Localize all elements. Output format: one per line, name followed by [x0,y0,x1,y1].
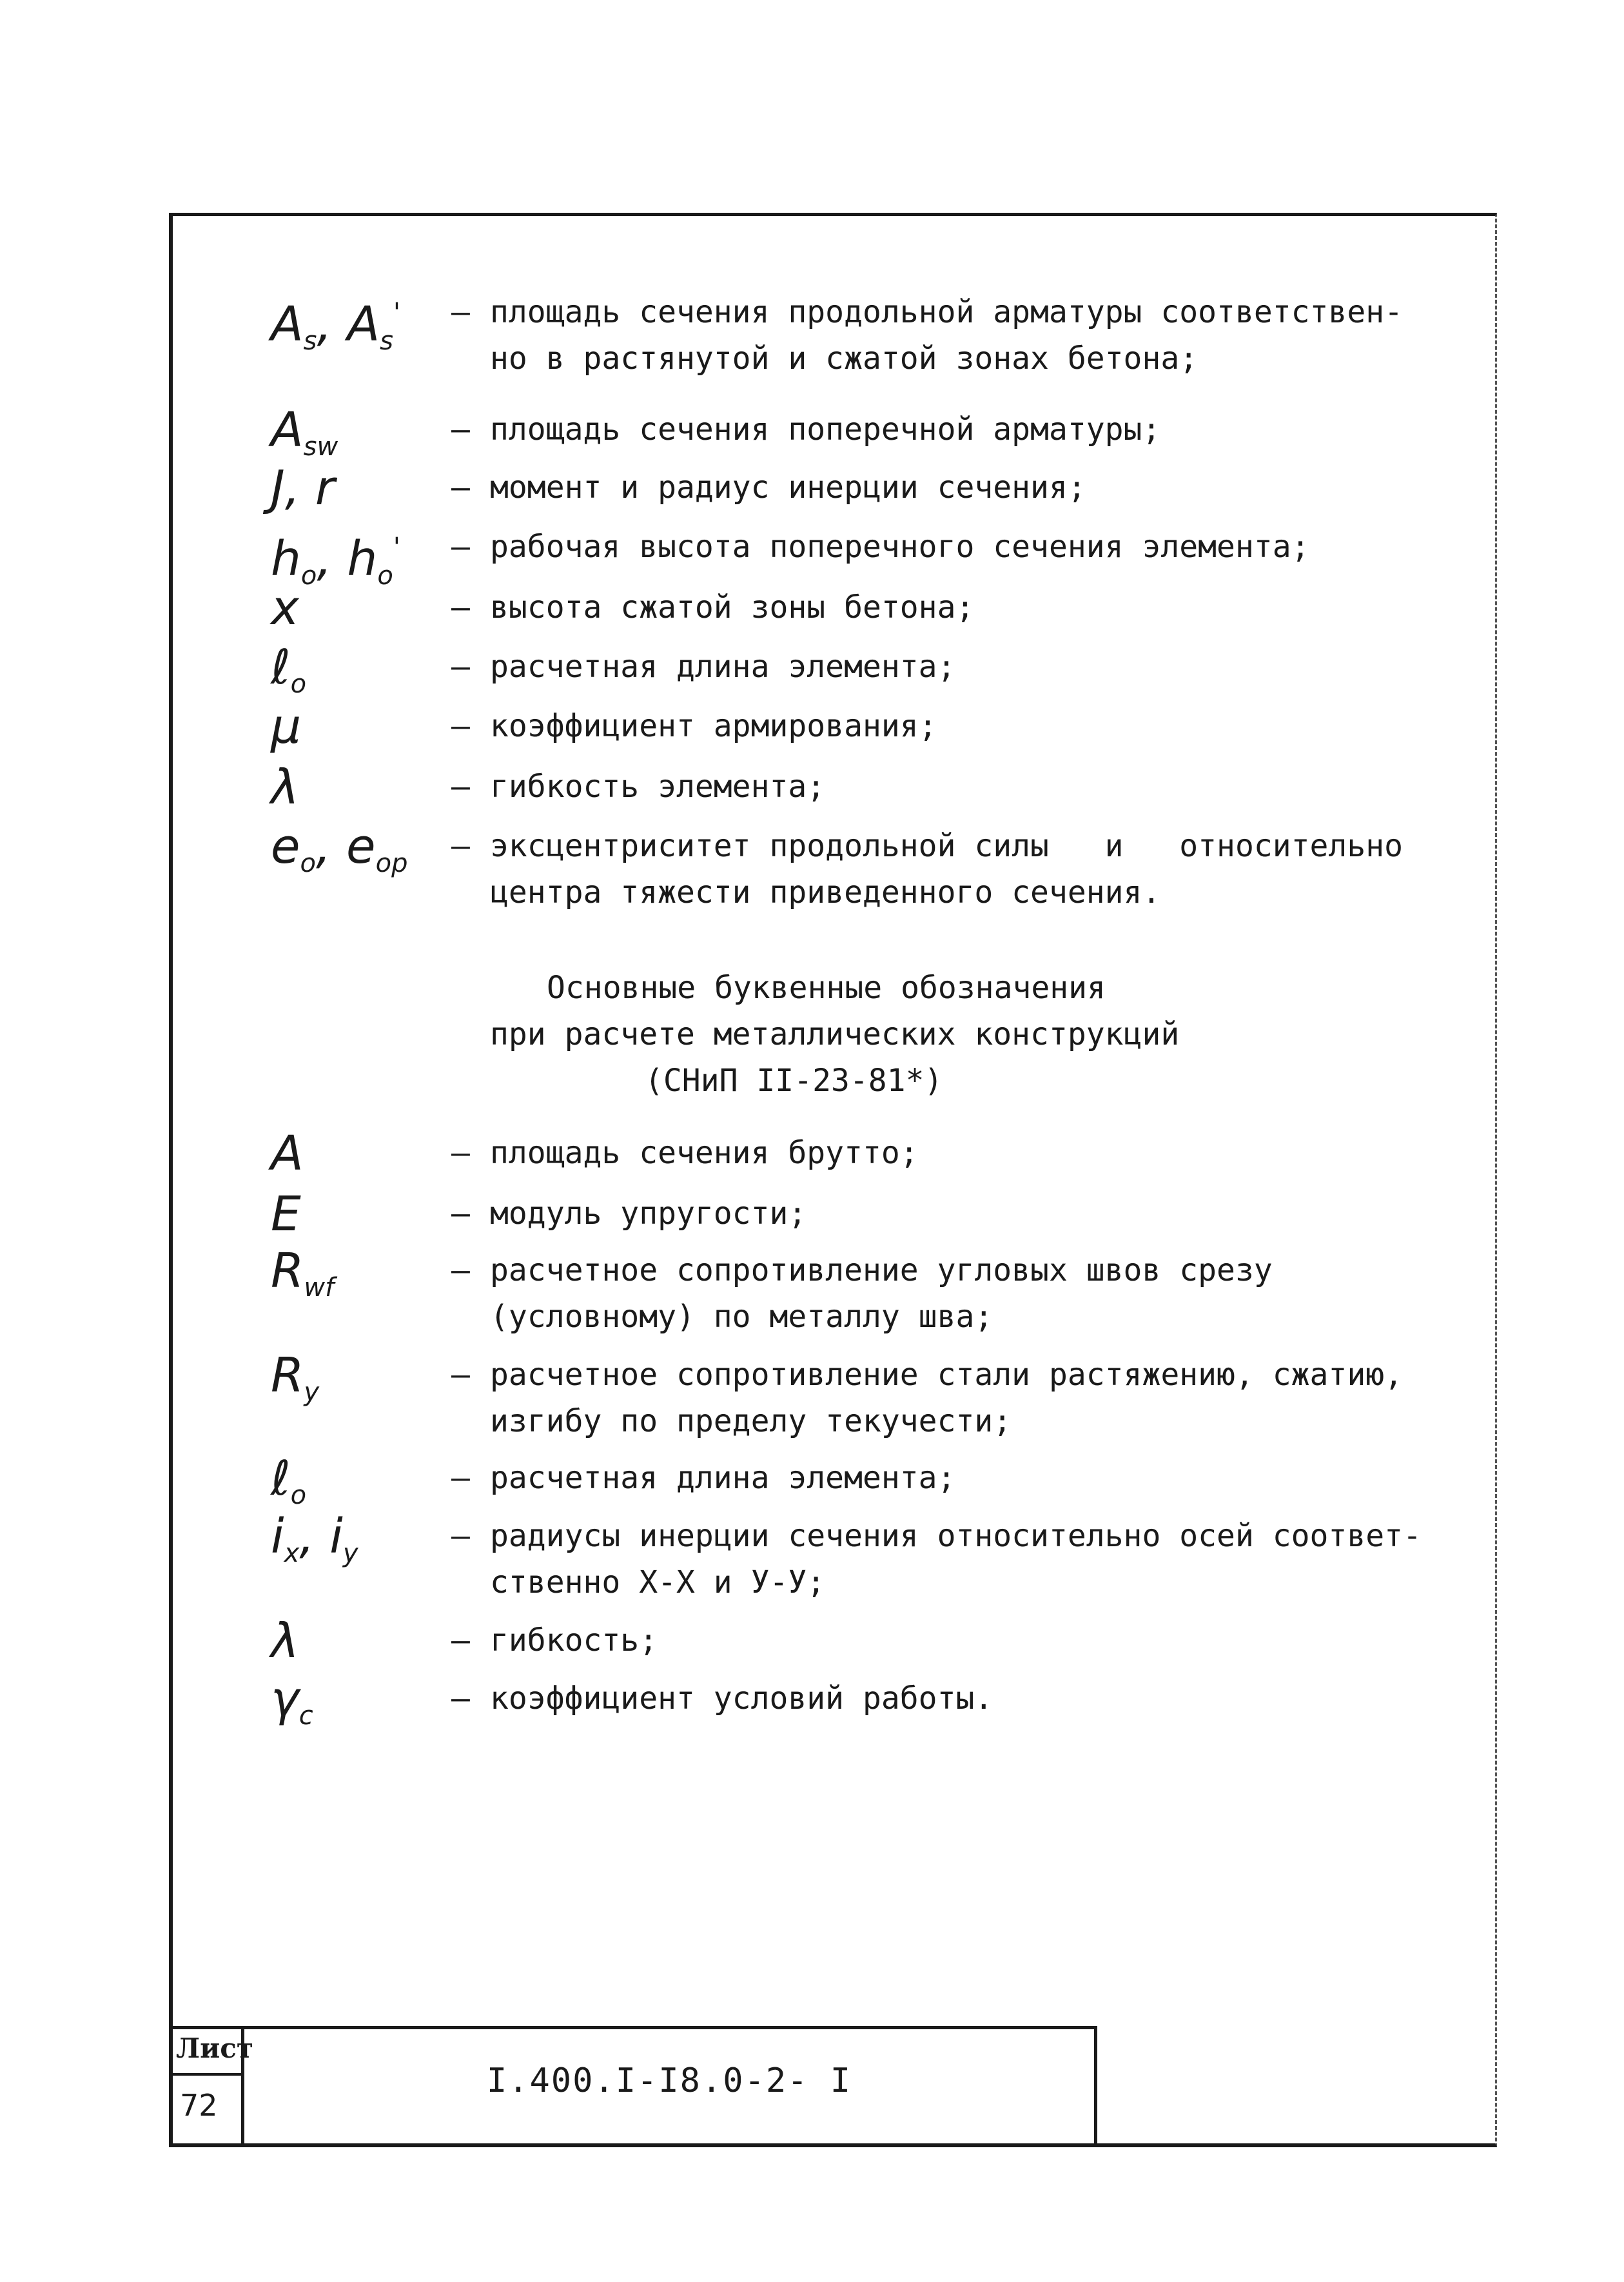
notation-description: гибкость; [490,1622,658,1658]
notation-symbol: $R_y$ [271,1348,320,1407]
notation-dash: – [451,411,470,448]
notation-description: радиусы инерции сечения относительно осей соответ- [490,1518,1422,1554]
notation-description: площадь сечения продольной арматуры соответствен- [490,294,1404,330]
notation-symbol: $i_x$, $i_y$ [271,1509,358,1568]
notation-description: гибкость элемента; [490,769,826,805]
notation-description: эксцентриситет продольной силы и относительно [490,828,1404,864]
title-block [169,2026,1097,2147]
notation-dash: – [451,1252,470,1288]
notation-dash: – [451,589,470,625]
notation-symbol: λ [271,1613,299,1669]
notation-symbol: ℓ$_o$ [271,640,307,699]
notation-symbol: λ [271,760,299,815]
notation-symbol: J, r [271,460,335,516]
notation-description: (условному) по металлу шва; [490,1299,993,1335]
notation-description: высота сжатой зоны бетона; [490,589,975,625]
notation-symbol: $e_o$, $e_{op}$ [271,819,408,878]
notation-symbol: E [271,1186,301,1242]
notation-description: но в растянутой и сжатой зонах бетона; [490,340,1198,377]
heading-line-1: Основные буквенные обозначения [547,970,1106,1006]
heading-line-2: при расчете металлических конструкций [490,1016,1180,1052]
notation-symbol: A [271,1126,304,1181]
notation-symbol: $\gamma_c$ [271,1671,313,1731]
sheet-divider [172,2073,244,2076]
notation-dash: – [451,1622,470,1658]
notation-dash: – [451,1680,470,1716]
notation-symbol: $A_s$, $A_s'$ [271,297,400,356]
document-code: I.400.I-I8.0-2- I [486,2061,852,2100]
notation-description: центра тяжести приведенного сечения. [490,874,1161,910]
notation-description: рабочая высота поперечного сечения элемента; [490,529,1310,565]
sheet-cell [172,2029,253,2144]
notation-dash: – [451,828,470,864]
notation-description: модуль упругости; [490,1195,807,1232]
notation-dash: – [451,1460,470,1496]
heading-line-3: (СНиП II-23-81*) [645,1063,943,1099]
sheet-number: 72 [180,2088,218,2123]
notation-dash: – [451,529,470,565]
notation-description: расчетное сопротивление стали растяжению, сжатию, [490,1357,1404,1393]
notation-dash: – [451,294,470,330]
notation-description: момент и радиус инерции сечения; [490,469,1086,506]
notation-dash: – [451,469,470,506]
notation-dash: – [451,1195,470,1232]
notation-symbol: $R_{wf}$ [271,1243,335,1303]
notation-dash: – [451,769,470,805]
notation-dash: – [451,1357,470,1393]
notation-symbol: $A_{sw}$ [271,402,338,462]
notation-dash: – [451,708,470,744]
notation-description: коэффициент условий работы. [490,1680,993,1716]
notation-description: коэффициент армирования; [490,708,937,744]
notation-symbol: μ [271,699,302,754]
notation-symbol: x [271,580,299,636]
notation-description: изгибу по пределу текучести; [490,1403,1012,1439]
notation-dash: – [451,649,470,685]
notation-description: расчетная длина элемента; [490,1460,956,1496]
notation-dash: – [451,1135,470,1171]
notation-description: площадь сечения поперечной арматуры; [490,411,1161,448]
notation-description: площадь сечения брутто; [490,1135,919,1171]
notation-description: расчетная длина элемента; [490,649,956,685]
notation-description: ственно X-X и У-У; [490,1564,826,1600]
sheet-label: Лист [176,2032,253,2064]
notation-description: расчетное сопротивление угловых швов срезу [490,1252,1273,1288]
notation-dash: – [451,1518,470,1554]
notation-symbol: ℓ$_o$ [271,1451,307,1510]
notation-symbol: $h_o$, $h_o'$ [271,531,400,591]
